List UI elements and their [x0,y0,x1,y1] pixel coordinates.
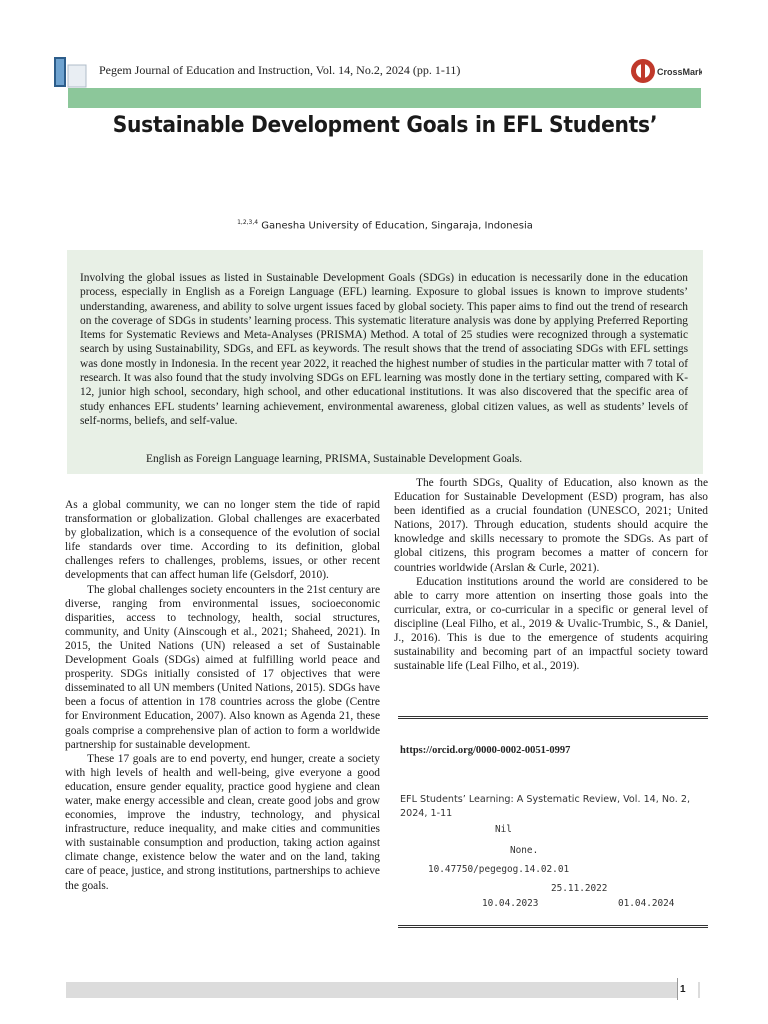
body-paragraph: These 17 goals are to end poverty, end hunger, create a society with high levels of health and well-being, give everyone a good education, ensure gender equality, practice good hygiene and clean water, make energy accessible and clean, create good jobs and grow economies, improve the industry, technology, and physical infrastructure, reduce inequality, and make cities and communities with sustainable consumption and production, taking action against climate change, existence below the water and on the land, taking care of peace, justice, and strong institutions, partnerships to achieve the goals. [65,752,380,892]
conflict-value: Nil [495,824,512,835]
received-date: 25.11.2022 [551,883,608,894]
journal-citation-line: Pegem Journal of Education and Instruction, Vol. 14, No.2, 2024 (pp. 1-11) [99,63,461,77]
body-left-column [65,498,380,893]
keywords: English as Foreign Language learning, PRISMA, Sustainable Development Goals. [146,453,523,465]
body-paragraph: The fourth SDGs, Quality of Education, also known as the Education for Sustainable Development (ESD) program, has also been identified as a crucial foundation (UNESCO, 2021; United Nations, 2017). Through education, students should acquire the knowledge and skills necessary to promote the SDGs. As part of global citizens, this program becomes a matter of concern for countries worldwide (Arslan & Curle, 2021). [394,477,708,574]
crossmark-label: CrossMark [657,67,702,77]
orcid-link[interactable]: https://orcid.org/0000-0002-0051-0997 [400,745,571,756]
article-title: Sustainable Development Goals in EFL Students’ [112,113,658,138]
body-right-column [394,476,708,673]
meta-top-rule [398,716,708,721]
crossmark-badge[interactable] [630,57,702,85]
revised-date: 10.04.2023 [482,898,539,909]
author-affiliation [70,219,700,231]
journal-logo [52,55,90,89]
accepted-date: 01.04.2024 [618,898,675,909]
page-number: 1 [680,984,686,995]
doi-value[interactable]: 10.47750/pegegog.14.02.01 [428,864,570,875]
body-paragraph: As a global community, we can no longer stem the tide of rapid transformation or globalization. Global challenges are exacerbated by globalization, which is a consequence of the evolution of social life standards over time. According to its definition, global challenges refers to challenges, problems, issues, or other recent developments that can affect human life (Gelsdorf, 2010). [65,499,380,582]
body-paragraph: The global challenges society encounters in the 21st century are diverse, ranging from environmental issues, socioeconomic disparities, access to technology, health, social structures, community, and Unity (Ainscough et al., 2021; Shaheed, 2021). In 2015, the United Nations (UN) released a set of Sustainable Development Goals (SDGs) aimed at fulfilling world peace and prosperity. SDGs initially consisted of 17 objectives that were disseminated to all UN members (United Nations, 2015). SDGs have been a focus of attention in 178 countries across the globe (Centre for Environment Education, 2007). Also known as Agenda 21, these goals comprise a comprehensive plan of action to form a worldwide partnership for sustainable development. [65,583,380,751]
meta-bottom-rule [398,925,708,930]
affiliation-text: Ganesha University of Education, Singaraja, Indonesia [258,220,533,232]
citation-text: EFL Students’ Learning: A Systematic Review, Vol. 14, No. 2, 2024, 1-11 [400,794,691,819]
affiliation-superscript: 1,2,3,4 [237,219,259,226]
abstract-text: Involving the global issues as listed in Sustainable Development Goals (SDGs) in education is necessarily done in the education process, especially in English as a Foreign Language (EFL) learning. Exposure to global issues is known to improve students’ understanding, awareness, and ability to solve urgent issues faced by global society. This paper aims to find out the trend of research on the coverage of SDGs in students’ learning process. This systematic literature analysis was done by applying Preferred Reporting Items for Systematic Reviews and Meta-Analyses (PRISMA) Method. A total of 25 studies were recognized through a systematic search by using Sustainability, SDGs, and EFL as keywords. The result shows that the trend of associating SDGs with EFL settings was done mostly in Indonesia. In the recent year 2022, it reached the highest number of studies in the particular matter with 7 total of research. It was also found that the study involving SDGs on EFL learning was mostly done in the tertiary setting, compared with K-12, junior high school, secondary, high school, and other educational institutions. It was also discovered that the specific area of study enhances EFL students’ learning achievement, environmental awareness, global citizen values, as well as students’ levels of self-norms, beliefs, and self-value. [80,272,688,427]
funding-value: None. [510,845,539,856]
body-paragraph: Education institutions around the world are considered to be able to carry more attention on inserting those goals into the curricular, extra, or co-curricular in a specific or general level of discipline (Leal Filho, et al., 2019 & Uvalic-Trumbic, S., & Daniel, J., 2016). This is due to the emergence of students acquiring sustainability and becoming part of an impactful society toward sustainable life (Leal Filho, et al., 2019). [394,575,708,673]
header-green-bar [68,88,701,108]
footer-bar [66,982,700,998]
